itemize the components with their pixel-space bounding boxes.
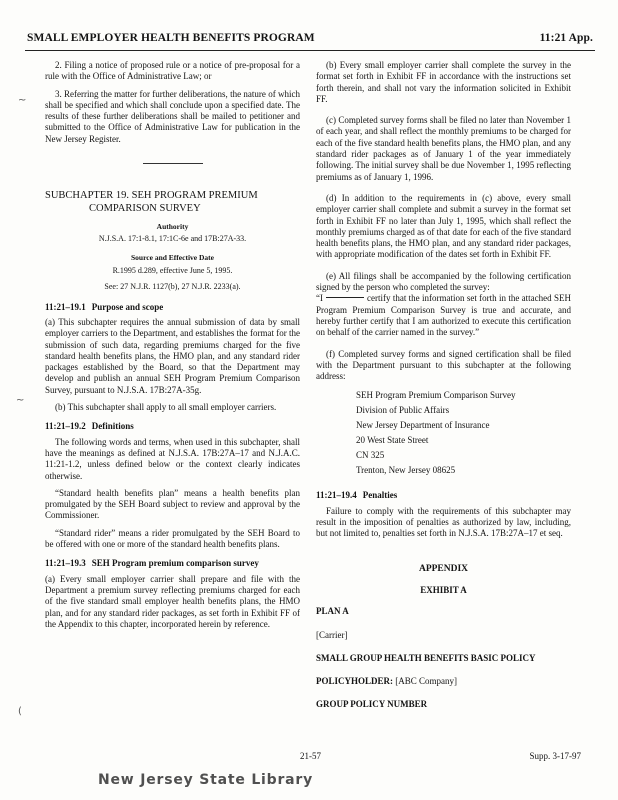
section-title: Definitions (91, 421, 134, 432)
mailing-address (356, 388, 571, 478)
header-section: 11:21 App. (539, 32, 593, 44)
paragraph-s2-3: “Standard rider” means a rider promulgated by the SEH Board to be offered with one or more of the standard health benefits plans. (45, 527, 300, 550)
section-divider (143, 163, 203, 164)
certification-rest: certify that the information set forth in the attached SEH Program Premium Comparison Survey is true and accurate, and hereby further certify that I am authorized to execute this certification on behalf of the carrier named in the survey.” (316, 293, 571, 338)
section-heading (45, 558, 300, 569)
source-line1: R.1995 d.289, effective June 5, 1995. (112, 265, 233, 275)
subchapter-line2: COMPARISON SURVEY (89, 202, 201, 214)
policy-title: SMALL GROUP HEALTH BENEFITS BASIC POLICY (316, 652, 536, 663)
paragraph-s1a: (a) This subchapter requires the annual submission of data by small employer carriers to the Department, and establishes the format for the submission of such data, regarding premiums charged for the five standard health benefits plans, the HMO plan, and any standard rider packages established by the Board, so that the Department may develop and publish an annual SEH Program Premium Comparison Survey, pursuant to N.J.S.A. 17B:27A-35g. (45, 316, 300, 395)
certification-open: “I (316, 293, 323, 304)
appendix-heading: APPENDIX (418, 563, 469, 574)
paragraph-c: (c) Completed survey forms shall be filed no later than November 1 of each year, and shall reflect the monthly premiums to be charged for each of the five standard health benefits plans, the HMO plan, and any standard rider packages as of January 1 of the year immediately following. The initial survey shall be due November 1, 1995 reflecting premiums as of January 1, 1996. (316, 115, 571, 182)
section-number: 11:21–19.3 (45, 558, 86, 569)
plan-label: PLAN A (316, 606, 349, 617)
policyholder-line (316, 676, 571, 687)
paragraph-b: (b) Every small employer carrier shall complete the survey in the format set forth in Exhibit FF in accordance with the instructions set forth therein, and shall not vary the information solicited in Exhibit FF. (316, 60, 571, 104)
library-stamp: New Jersey State Library (98, 772, 314, 788)
section-number: 11:21–19.2 (45, 421, 86, 432)
paragraph-d: (d) In addition to the requirements in (c) above, every small employer carrier shall complete and submit a survey in the format set forth in Exhibit FF no later than July 1, 1995, which shall reflect the monthly premiums charged as of that date for each of the five standard health benefits plans, the HMO plan, and any standard rider packages, with appropriate modification of the dates set forth in Exhibit FF. (316, 192, 571, 260)
margin-mark: ~ (18, 95, 27, 106)
address-line: SEH Program Premium Comparison Survey (356, 390, 516, 401)
carrier-placeholder: [Carrier] (316, 629, 348, 640)
authority-text: N.J.S.A. 17:1-8.1, 17:1C-6e and 17B:27A-33. (98, 234, 247, 244)
policyholder-value: [ABC Company] (395, 676, 458, 687)
paragraph-s2-1: The following words and terms, when used in this subchapter, shall have the meanings as defined at N.J.S.A. 17B:27A–17 and N.J.A.C. 11:21-1.2, unless defined below or the context clearly indicates otherwise. (45, 436, 300, 481)
address-line: CN 325 (356, 450, 385, 461)
paragraph-f: (f) Completed survey forms and signed certification shall be filed with the Department pursuant to this subchapter at the following address: (316, 348, 571, 382)
signature-blank (326, 297, 364, 298)
paragraph-item3: 3. Referring the matter for further deliberations, the nature of which shall be specified and which shall conclude upon a specified date. The results of these further deliberations shall be mailed to petitioner and submitted to the Office of Administrative Law for publication in the New Jersey Register. (45, 88, 300, 144)
section-heading (45, 421, 300, 432)
subchapter-line1: SUBCHAPTER 19. SEH PROGRAM PREMIUM (45, 190, 258, 202)
header-rule (25, 50, 595, 51)
address-line: Division of Public Affairs (356, 405, 450, 416)
section-title: Purpose and scope (91, 301, 164, 312)
section-number: 11:21–19.4 (316, 490, 357, 501)
paragraph-e-intro: (e) All filings shall be accompanied by the following certification signed by the person who completed the survey: (316, 270, 571, 293)
address-line: Trenton, New Jersey 08625 (356, 465, 456, 476)
address-line: 20 West State Street (356, 435, 429, 446)
page-number: 21-57 (300, 751, 321, 761)
margin-mark: ~ (16, 395, 25, 406)
certification-text (316, 293, 571, 338)
supplement-date: Supp. 3-17-97 (529, 751, 581, 761)
exhibit-heading: EXHIBIT A (420, 584, 467, 595)
section-title: SEH Program premium comparison survey (91, 558, 259, 569)
authority-heading: Authority (156, 222, 189, 232)
section-title: Penalties (362, 490, 398, 501)
paragraph-item2: 2. Filing a notice of proposed rule or a notice of pre-proposal for a rule with the Office of Administrative Law; or (45, 60, 300, 82)
paragraph-s1b: (b) This subchapter shall apply to all small employer carriers. (55, 402, 277, 413)
margin-mark: ( (18, 706, 22, 717)
paragraph-s3a: (a) Every small employer carrier shall prepare and file with the Department a premium survey reflecting premiums charged for each of the five standard small employer health benefits plans, the HMO plan, and for any standard rider packages, as set forth in Exhibit FF of the Appendix to this chapter, incorporated herein by reference. (45, 573, 300, 629)
policyholder-label: POLICYHOLDER: (316, 676, 394, 687)
group-policy-number: GROUP POLICY NUMBER (316, 699, 428, 710)
subchapter-heading (45, 190, 300, 215)
paragraph-penalties: Failure to comply with the requirements of this subchapter may result in the imposition of penalties as authorized by law, including, but not limited to, penalties set forth in N.J.S.A. 17B:27A–17 et seq. (316, 505, 571, 539)
source-line2: See: 27 N.J.R. 1127(b), 27 N.J.R. 2233(a). (104, 281, 241, 291)
section-heading (316, 490, 571, 501)
header-title: SMALL EMPLOYER HEALTH BENEFITS PROGRAM (27, 32, 315, 44)
source-heading: Source and Effective Date (131, 253, 214, 263)
right-column (316, 60, 571, 723)
section-number: 11:21–19.1 (45, 301, 86, 312)
address-line: New Jersey Department of Insurance (356, 420, 490, 431)
paragraph-s2-2: “Standard health benefits plan” means a health benefits plan promulgated by the SEH Board subject to review and approval by the Commissioner. (45, 487, 300, 521)
section-heading (45, 302, 300, 313)
left-column (45, 60, 300, 636)
